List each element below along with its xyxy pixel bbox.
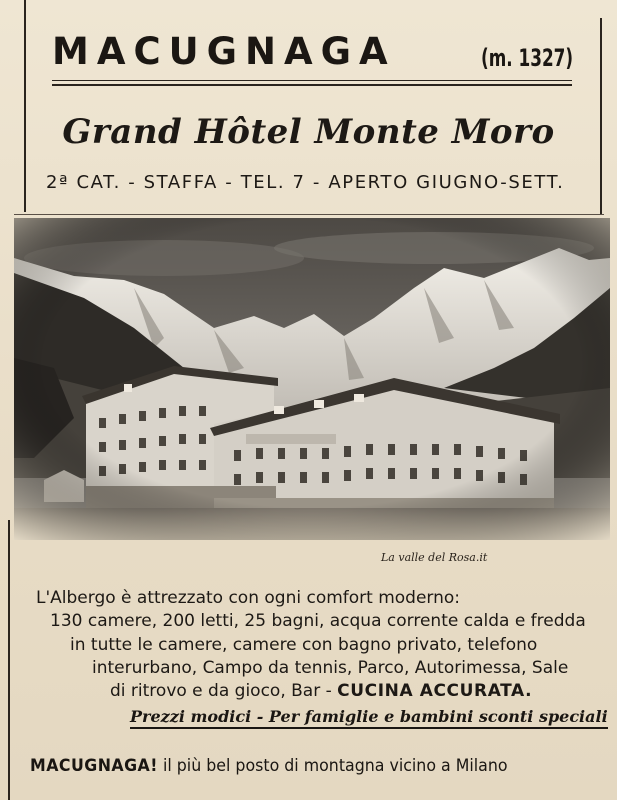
- watermark-text: La valle del Rosa.it: [381, 551, 488, 564]
- hotel-name: Grand Hôtel Monte Moro: [62, 112, 555, 152]
- hotel-photo-illustration: [14, 218, 610, 540]
- slogan-town: MACUGNAGA!: [30, 756, 158, 776]
- prices-line: Prezzi modici - Per famiglie e bambini sconti speciali: [130, 707, 608, 729]
- hotel-info-line: 2ª CAT. - STAFFA - TEL. 7 - APERTO GIUGNO-SETT.: [46, 172, 565, 193]
- description-line: in tutte le camere, camere con bagno privato, telefono: [70, 635, 538, 655]
- title-rule: [52, 80, 572, 81]
- cuisine-highlight: CUCINA ACCURATA.: [337, 681, 533, 701]
- frame-left-lower-line: [8, 520, 10, 800]
- description-line: [110, 680, 532, 704]
- slogan-text: il più bel posto di montagna vicino a Milano: [157, 756, 508, 776]
- page-title: MACUGNAGA: [52, 30, 396, 73]
- photo-top-rule: [14, 214, 604, 215]
- description-line: L'Albergo è attrezzato con ogni comfort moderno:: [36, 588, 461, 608]
- description-line: 130 camere, 200 letti, 25 bagni, acqua corrente calda e fredda: [50, 611, 586, 631]
- description-line: interurbano, Campo da tennis, Parco, Autorimessa, Sale: [92, 658, 569, 678]
- altitude-label: (m. 1327): [481, 44, 574, 72]
- title-rule-thick: [52, 84, 572, 86]
- hotel-photo: [14, 218, 610, 540]
- description-line-text: di ritrovo e da gioco, Bar -: [110, 681, 338, 701]
- frame-left-line: [24, 0, 26, 212]
- slogan: [30, 756, 508, 776]
